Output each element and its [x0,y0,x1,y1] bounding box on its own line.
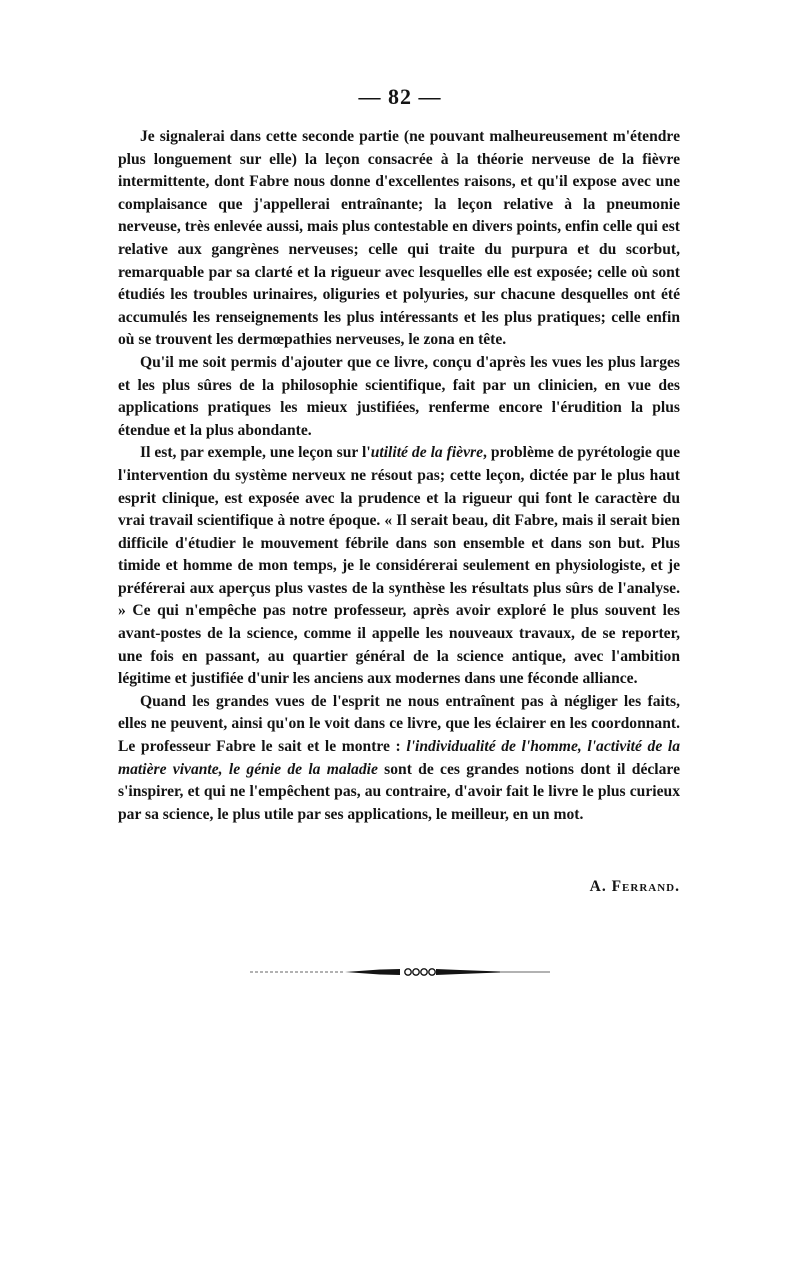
page-number: — 82 — [358,84,442,109]
paragraph-2-text: Qu'il me soit permis d'ajouter que ce livre, conçu d'après les vues les plus larges et les plus sûres de la philosophie scientifique, fait par un clinicien, en vue des applications pratiques les mieux justifiées, renferme encore l'érudition la plus étendue et la plus abondante. [118,353,680,439]
signature-initial: A. [589,878,607,895]
paragraph-1-text: Je signalerai dans cette seconde partie (ne pouvant malheureusement m'étendre plus longuement sur elle) la leçon consacrée à la théorie nerveuse de la fièvre intermittente, dont Fabre nous donne d'excellentes raisons, et qu'il expose avec une complaisance que j'appellerai entraînante; la leçon relative à la pneumonie nerveuse, très enlevée aussi, mais plus contestable en divers points, enfin celle qui est relative aux gangrènes nerveuses; celle qui traite du purpura et du scorbut, remarquable par sa clarté et la rigueur avec lesquelles elle est exposée; celle où sont étudiés les troubles urinaires, oliguries et polyuries, sur chacune desquelles ont été accumulés les renseignements les plus intéressants et les plus pratiques; celle enfin où se trouvent les dermœpathies nerveuses, le zona en tête. [118,128,680,349]
paragraph-3-text-b: , problème de pyrétologie que l'intervention du système nerveux ne résout pas; cette leçon, dictée par le plus haut esprit clinique, est exposée avec la prudence et la rigueur qui font le caractère du vrai travail scientifique à notre époque. « Il serait beau, dit Fabre, mais il serait bien difficile d'étudier le mouvement fébrile dans son ensemble et dans son but. Plus timide et homme de mon temps, je le considérerai seulement en physiologiste, et je préférerai aux aperçus plus vastes de la synthèse les résultats plus sûrs de l'analyse. » Ce qui n'empêche pas notre professeur, après avoir exploré le plus souvent les avant-postes de la science, comme il appelle les nouveaux travaux, de se reporter, une fois en passant, au quartier général de la science antique, avec l'ambition légitime et justifiée d'unir les anciens aux modernes dans une féconde alliance. [118,444,681,688]
paragraph-4-italic-notions: l'individualité de l'homme, l'activité de la matière vivante, le génie de la maladie [118,738,680,778]
paragraph-4 [118,691,680,827]
author-signature [500,878,680,896]
paragraph-2 [118,352,680,442]
paragraph-3-text-a: Il est, par exemple, une leçon sur l' [140,444,371,462]
paragraph-3 [118,442,680,691]
body-text [118,126,680,826]
paragraph-4-text-b: sont de ces grandes notions dont il déclare s'inspirer, et qui ne l'empêchent pas, au contraire, d'avoir fait le livre le plus curieux par sa science, le plus utile par ses applications, le meilleur, en un mot. [118,760,680,823]
ornamental-rule [250,966,550,978]
signature-name: Ferrand. [611,878,680,895]
paragraph-4-text-a: Quand les grandes vues de l'esprit ne nous entraînent pas à négliger les faits, elles ne peuvent, ainsi qu'on le voit dans ce livre, que les éclairer en les coordonnant. Le professeur Fabre le sait et le montre : [118,692,680,756]
paragraph-3-italic-title: utilité de la fièvre [370,444,484,462]
paragraph-1 [118,126,680,352]
